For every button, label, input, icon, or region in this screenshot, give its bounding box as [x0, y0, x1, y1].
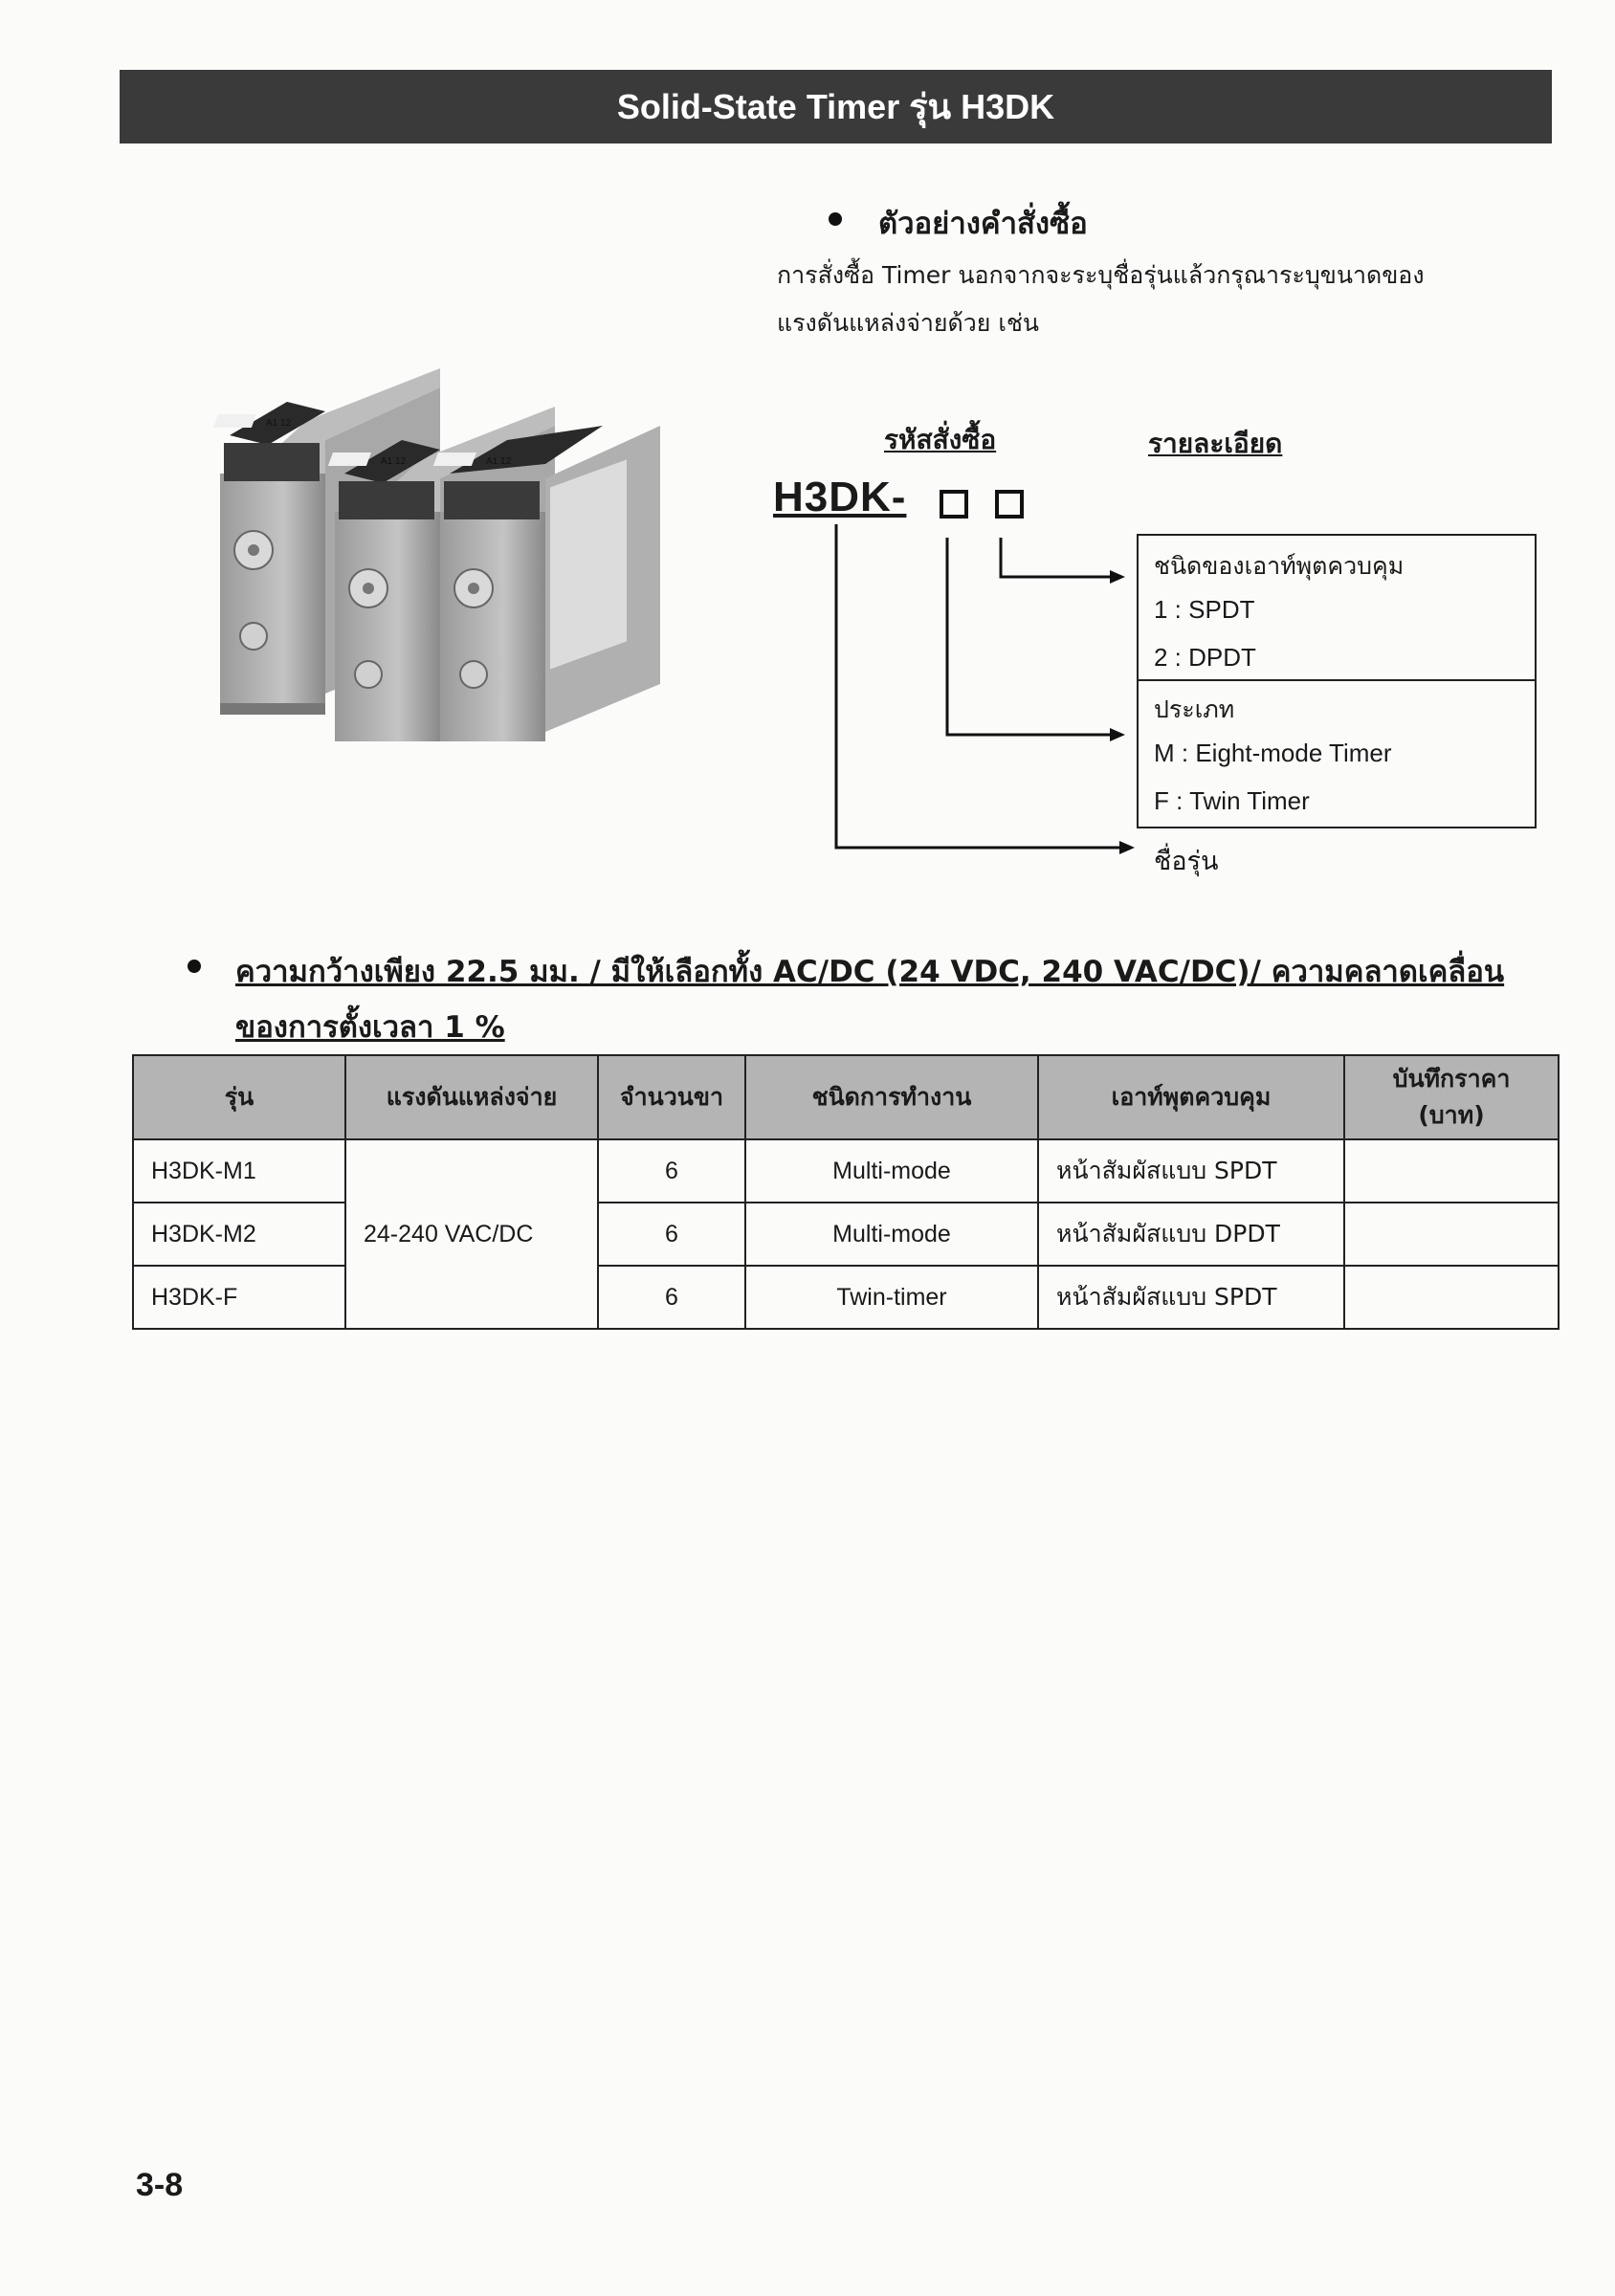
cell-output: หน้าสัมผัสแบบ DPDT: [1038, 1203, 1344, 1266]
detail-divider: [1139, 679, 1535, 681]
cell-supply-voltage: 24-240 VAC/DC: [345, 1139, 598, 1329]
order-code-label: รหัสสั่งซื้อ: [884, 424, 997, 455]
cell-operation: Multi-mode: [745, 1203, 1038, 1266]
cell-price: [1344, 1266, 1559, 1329]
cell-price: [1344, 1203, 1559, 1266]
timer-type-title: ประเภท: [1154, 695, 1235, 723]
cell-pins: 6: [598, 1203, 745, 1266]
cell-price: [1344, 1139, 1559, 1203]
header-control-output: เอาท์พุตควบคุม: [1038, 1055, 1344, 1139]
output-type-title: ชนิดของเอาท์พุตควบคุม: [1154, 552, 1405, 580]
header-price-note: [1344, 1055, 1559, 1139]
header-pin-count: จำนวนขา: [598, 1055, 745, 1139]
bullet-specs: [188, 960, 201, 973]
timer-type-m: M : Eight-mode Timer: [1154, 739, 1392, 767]
model-code-prefix: H3DK-: [773, 474, 907, 520]
order-example-heading: ตัวอย่างคำสั่งซื้อ: [878, 207, 1088, 241]
header-supply-voltage: แรงดันแหล่งจ่าย: [345, 1055, 598, 1139]
terminal-label-2: A1 12: [381, 456, 407, 467]
output-option-2: 2 : DPDT: [1154, 643, 1256, 672]
cell-operation: Multi-mode: [745, 1139, 1038, 1203]
cell-output: หน้าสัมผัสแบบ SPDT: [1038, 1139, 1344, 1203]
header-operation-type: ชนิดการทำงาน: [745, 1055, 1038, 1139]
arrow-output: [1110, 570, 1125, 584]
cell-operation: Twin-timer: [745, 1266, 1038, 1329]
order-example-text-1: การสั่งซื้อ Timer นอกจากจะระบุชื่อรุ่นแล้วกรุณาระบุขนาดของ: [777, 261, 1425, 289]
terminal-label-1: A1 12: [266, 418, 292, 429]
table-row: [133, 1139, 1559, 1203]
timer-type-f: F : Twin Timer: [1154, 786, 1310, 815]
arrow-type: [1110, 728, 1125, 741]
cell-pins: 6: [598, 1266, 745, 1329]
detail-label: รายละเอียด: [1148, 428, 1283, 459]
header-price-note-line-2: (บาท): [1418, 1101, 1485, 1129]
series-name-label: ชื่อรุ่น: [1154, 847, 1219, 876]
cell-output: หน้าสัมผัสแบบ SPDT: [1038, 1266, 1344, 1329]
header-price-note-line-1: บันทึกราคา: [1392, 1065, 1511, 1093]
arrow-series: [1119, 841, 1135, 854]
spec-heading-line-2: ของการตั้งเวลา 1 %: [235, 1010, 505, 1045]
page-title: Solid-State Timer รุ่น H3DK: [616, 87, 1055, 126]
terminal-label-3: A1 12: [486, 456, 512, 467]
header-model: รุ่น: [133, 1055, 345, 1139]
cell-model: H3DK-M1: [133, 1139, 345, 1203]
spec-heading-line-1: ความกว้างเพียง 22.5 มม. / มีให้เลือกทั้ง AC/DC (24 VDC, 240 VAC/DC)/ ความคลาดเคลื่อน: [235, 955, 1505, 989]
page-number: 3-8: [136, 2167, 184, 2203]
model-table: [132, 1054, 1560, 1330]
cell-model: H3DK-M2: [133, 1203, 345, 1266]
order-detail-box: [1137, 534, 1537, 828]
cell-pins: 6: [598, 1139, 745, 1203]
table-header-row: [133, 1055, 1559, 1139]
output-option-1: 1 : SPDT: [1154, 595, 1255, 624]
order-example-text-2: แรงดันแหล่งจ่ายด้วย เช่น: [777, 309, 1039, 337]
cell-model: H3DK-F: [133, 1266, 345, 1329]
